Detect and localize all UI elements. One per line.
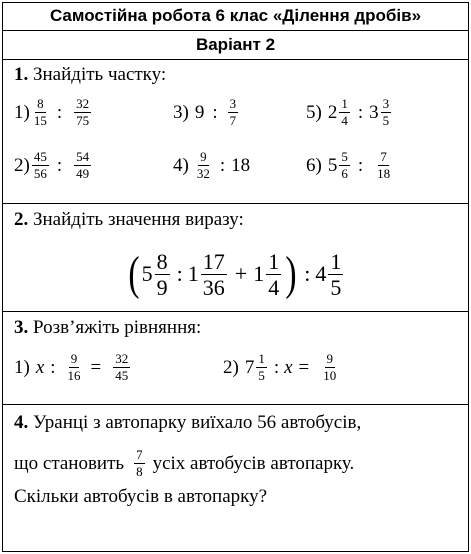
task2-number: 2. bbox=[14, 209, 29, 230]
item-label: 2) bbox=[223, 356, 239, 378]
worksheet-title: Самостійна робота 6 клас «Ділення дробів» bbox=[49, 6, 422, 25]
task1-text: Знайдіть частку: bbox=[33, 64, 167, 85]
whole-number: 3 bbox=[369, 101, 379, 123]
item-label: 5) bbox=[306, 101, 322, 123]
task3-equation-2 bbox=[223, 352, 340, 383]
fraction: $\frac{54}{49}$ bbox=[76, 149, 90, 181]
operator: : bbox=[176, 261, 183, 286]
task4-text-2b: усіх автобусів автопарку. bbox=[152, 452, 355, 474]
operator: : bbox=[273, 356, 280, 378]
whole-number: 1 bbox=[253, 261, 265, 286]
fraction: $\frac{1}{4}$ bbox=[268, 248, 280, 300]
task1-item-6 bbox=[306, 150, 394, 181]
whole-number: 1 bbox=[187, 261, 199, 286]
task1-item-2 bbox=[14, 150, 93, 181]
whole-number: 9 bbox=[194, 101, 205, 123]
fraction: $\frac{8}{9}$ bbox=[156, 248, 168, 300]
equals-sign: = bbox=[298, 356, 310, 378]
item-label: 1) bbox=[14, 356, 30, 378]
item-label: 6) bbox=[306, 154, 322, 176]
task2-heading bbox=[14, 209, 244, 231]
operator: : bbox=[357, 101, 364, 123]
whole-number: 7 bbox=[244, 356, 255, 378]
operator: : bbox=[56, 101, 63, 123]
fraction: $\frac{9}{10}$ bbox=[323, 351, 337, 383]
task1-item-1 bbox=[14, 97, 93, 128]
task4-line-3: Скільки автобусів в автопарку? bbox=[14, 486, 268, 507]
fraction: $\frac{7}{8}$ bbox=[136, 447, 143, 479]
whole-number: 2 bbox=[327, 101, 338, 123]
task1-item-5 bbox=[306, 97, 393, 128]
fraction: $\frac{1}{4}$ bbox=[341, 96, 348, 128]
fraction: $\frac{7}{18}$ bbox=[377, 149, 391, 181]
whole-number: 4 bbox=[315, 261, 327, 286]
task2-text: Знайдіть значення виразу: bbox=[33, 209, 244, 230]
operator: : bbox=[212, 101, 218, 123]
equals-sign: = bbox=[90, 356, 102, 378]
operator: : bbox=[219, 154, 226, 176]
whole-number: 5 bbox=[327, 154, 338, 176]
task2-expression bbox=[0, 244, 471, 304]
whole-number: 5 bbox=[141, 261, 153, 286]
fraction: $\frac{1}{5}$ bbox=[258, 351, 265, 383]
variable: x bbox=[284, 356, 293, 378]
left-paren: ( bbox=[128, 247, 140, 300]
variable: x bbox=[35, 356, 45, 378]
variant-label: Варіант 2 bbox=[195, 35, 276, 54]
divider bbox=[3, 203, 468, 204]
operator: : bbox=[357, 154, 364, 176]
task3-heading bbox=[14, 317, 201, 339]
task1-number: 1. bbox=[14, 64, 29, 85]
fraction: $\frac{8}{15}$ bbox=[33, 96, 47, 128]
fraction: $\frac{9}{16}$ bbox=[67, 351, 81, 383]
task3-text: Розв’яжіть рівняння: bbox=[33, 317, 202, 338]
right-paren: ) bbox=[285, 247, 297, 300]
operator: + bbox=[234, 261, 248, 286]
fraction: $\frac{3}{5}$ bbox=[382, 96, 390, 128]
divider bbox=[3, 30, 468, 31]
divider bbox=[3, 404, 468, 405]
task1-heading bbox=[14, 64, 166, 86]
divider bbox=[3, 311, 468, 312]
fraction: $\frac{1}{5}$ bbox=[330, 248, 342, 300]
divider bbox=[3, 59, 468, 60]
whole-number: 18 bbox=[231, 154, 251, 176]
item-label: 2) bbox=[14, 154, 30, 176]
fraction: $\frac{17}{36}$ bbox=[202, 248, 225, 300]
operator: : bbox=[50, 356, 56, 378]
fraction: $\frac{9}{32}$ bbox=[196, 149, 210, 181]
task1-item-4 bbox=[173, 150, 250, 181]
operator: : bbox=[56, 154, 63, 176]
fraction: $\frac{5}{6}$ bbox=[341, 149, 348, 181]
task4-line-1 bbox=[14, 412, 361, 434]
fraction: $\frac{3}{7}$ bbox=[229, 96, 237, 128]
item-label: 4) bbox=[173, 154, 189, 176]
task3-equation-1 bbox=[14, 352, 132, 383]
task3-number: 3. bbox=[14, 317, 29, 338]
task4-line-2 bbox=[14, 448, 354, 479]
task1-item-3 bbox=[173, 97, 240, 128]
item-label: 1) bbox=[14, 101, 30, 123]
fraction: $\frac{32}{45}$ bbox=[115, 351, 129, 383]
item-label: 3) bbox=[173, 101, 189, 123]
task4-text-2a: що становить bbox=[14, 452, 125, 474]
operator: : bbox=[304, 261, 311, 286]
fraction: $\frac{45}{56}$ bbox=[33, 149, 47, 181]
task4-number: 4. bbox=[14, 412, 29, 433]
task4-text-1: Уранці з автопарку виїхало 56 автобусів, bbox=[33, 412, 362, 433]
fraction: $\frac{32}{75}$ bbox=[76, 96, 90, 128]
